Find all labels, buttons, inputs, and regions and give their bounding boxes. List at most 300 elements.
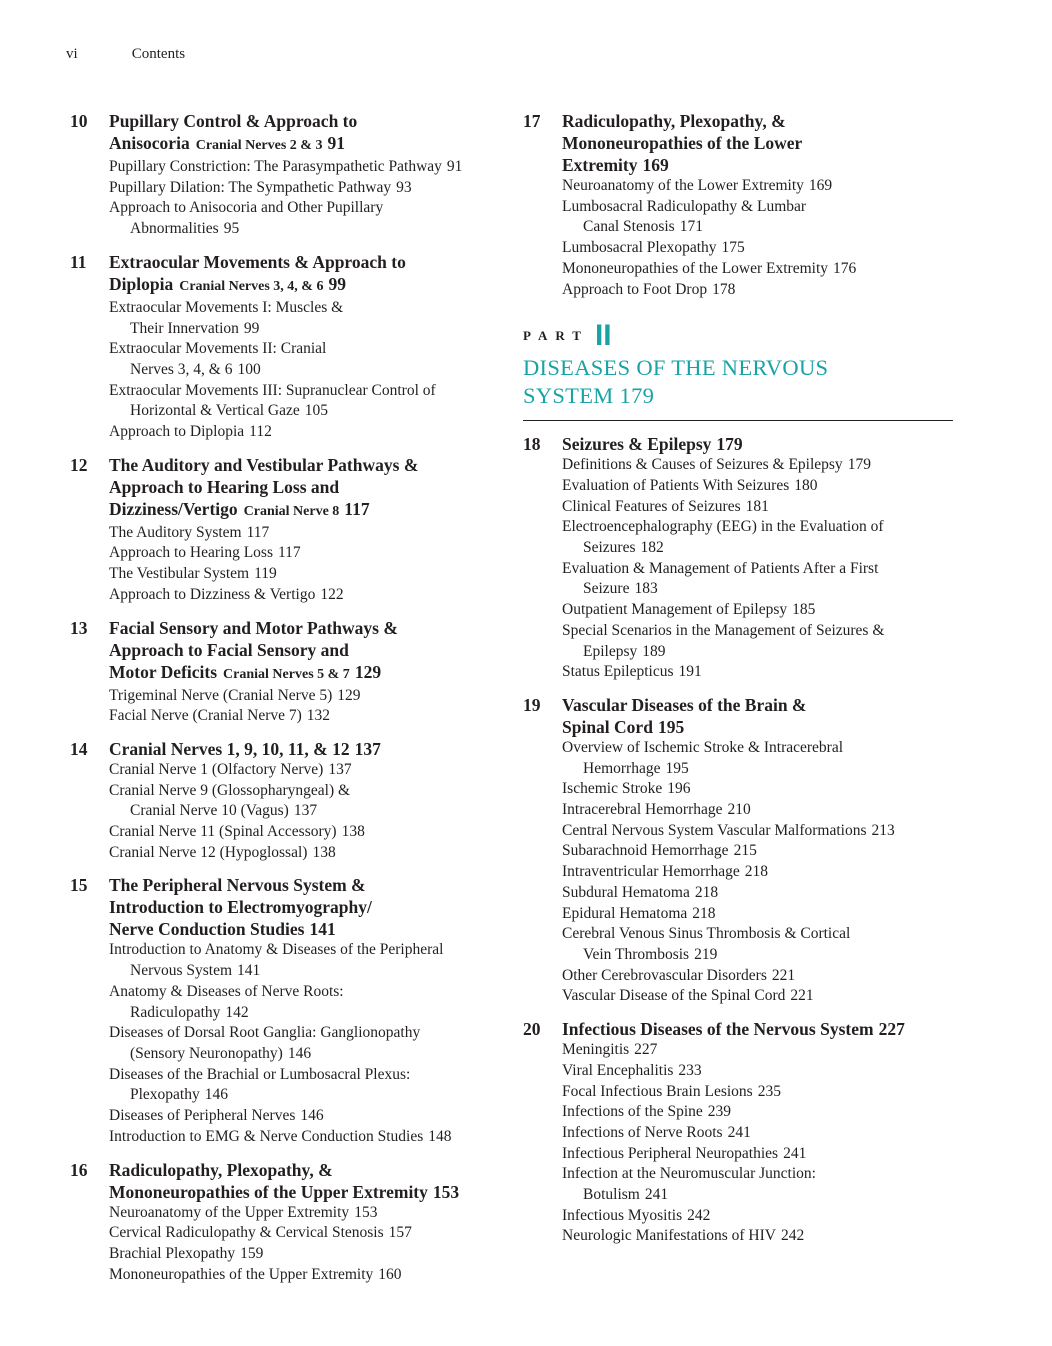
entry-title-line2: Nerves 3, 4, & 6	[130, 360, 233, 378]
entry-title-continued	[109, 1044, 500, 1065]
toc-entry[interactable]	[562, 600, 953, 621]
entry-page-number: 242	[780, 1227, 805, 1245]
chapter-title-line: Seizures & Epilepsy	[562, 434, 712, 455]
entry-title: Clinical Features of Seizures	[562, 497, 741, 515]
toc-entry[interactable]	[109, 822, 500, 843]
entry-page-number: 142	[225, 1003, 249, 1021]
chapter-body	[109, 874, 500, 1147]
chapter-title[interactable]	[109, 251, 500, 298]
entry-page-number: 141	[237, 962, 261, 980]
entry-page-number: 117	[246, 523, 270, 541]
chapter-body	[562, 433, 953, 683]
entry-title: Evaluation & Management of Patients After a First	[562, 559, 879, 577]
chapter-title-line: Spinal Cord	[562, 716, 653, 737]
entry-title-line2: Abnormalities	[130, 220, 219, 238]
entry-page-number: 105	[304, 402, 328, 420]
entry-page-number: 235	[757, 1082, 781, 1100]
entry-title: Evaluation of Patients With Seizures	[562, 476, 790, 494]
entry-title: Diseases of Dorsal Root Ganglia: Ganglionopathy	[109, 1024, 421, 1042]
entry-title-line2: Seizures	[583, 539, 636, 557]
entry-title: Approach to Hearing Loss	[109, 544, 273, 562]
entry-title: Trigeminal Nerve (Cranial Nerve 5)	[109, 686, 333, 704]
entry-title: Overview of Ischemic Stroke & Intracerebral	[562, 738, 844, 756]
chapter-title-line: Motor Deficits	[109, 661, 218, 682]
entry-page-number: 219	[694, 945, 718, 963]
entry-title-line2: (Sensory Neuronopathy)	[130, 1044, 283, 1062]
toc-entry[interactable]	[109, 1065, 500, 1106]
entry-title: Cervical Radiculopathy & Cervical Stenosis	[109, 1224, 384, 1242]
entry-page-number: 99	[243, 319, 260, 337]
entry-title: Introduction to Anatomy & Diseases of the Peripheral	[109, 941, 444, 959]
toc-entry[interactable]	[562, 259, 953, 280]
chapter-number: 20	[523, 1019, 541, 1040]
entry-title: Intracerebral Hemorrhage	[562, 801, 723, 819]
entry-title: Diseases of Peripheral Nerves	[109, 1107, 296, 1125]
entry-title: Status Epilepticus	[562, 663, 674, 681]
entry-page-number: 176	[833, 259, 857, 277]
entry-title-continued	[562, 538, 953, 559]
toc-entry[interactable]	[109, 1106, 500, 1127]
chapter-13[interactable]	[70, 617, 500, 727]
toc-entry[interactable]	[109, 1127, 500, 1148]
entry-page-number: 129	[337, 686, 361, 704]
chapter-title-line: Facial Sensory and Motor Pathways &	[109, 617, 398, 638]
entry-page-number: 191	[678, 663, 702, 681]
chapter-title[interactable]	[562, 110, 953, 176]
entry-page-number: 148	[428, 1127, 452, 1145]
toc-entry[interactable]	[109, 760, 500, 781]
entry-page-number: 221	[790, 987, 814, 1005]
chapter-page-number: 195	[657, 716, 685, 737]
toc-entry[interactable]	[562, 986, 953, 1007]
entry-title: Other Cerebrovascular Disorders	[562, 966, 767, 984]
chapter-subtitle: Cranial Nerve 8	[243, 503, 340, 519]
entry-title-continued	[109, 401, 500, 422]
chapter-body	[109, 1159, 500, 1286]
toc-entry[interactable]	[109, 381, 500, 422]
part-title[interactable]	[523, 354, 953, 410]
contents-right-column	[523, 110, 953, 1258]
entry-page-number: 146	[287, 1044, 312, 1062]
entry-title: Lumbosacral Plexopathy	[562, 239, 717, 257]
entry-title: The Auditory System	[109, 523, 242, 541]
chapter-number: 17	[523, 111, 541, 131]
toc-entry[interactable]	[109, 543, 500, 564]
chapter-body	[109, 251, 500, 443]
entry-page-number: 146	[300, 1107, 324, 1125]
toc-entry[interactable]	[109, 940, 500, 981]
chapter-page-number: 91	[327, 133, 345, 153]
entry-page-number: 137	[293, 802, 318, 820]
entry-title-continued	[109, 801, 500, 822]
entry-page-number: 122	[320, 585, 344, 603]
chapter-page-number: 99	[328, 273, 346, 294]
entry-title: Approach to Anisocoria and Other Pupillary	[109, 199, 384, 217]
entry-page-number: 132	[306, 707, 331, 725]
toc-entry[interactable]	[562, 1226, 953, 1247]
chapter-title-line: Vascular Diseases of the Brain &	[562, 694, 807, 715]
chapter-title[interactable]	[109, 738, 500, 760]
entry-page-number: 178	[712, 280, 736, 298]
chapter-body	[562, 110, 953, 300]
entry-page-number: 175	[721, 239, 745, 257]
toc-entry[interactable]	[562, 841, 953, 862]
entry-page-number: 185	[792, 601, 816, 619]
entry-page-number: 218	[694, 883, 719, 901]
toc-entry[interactable]	[109, 523, 500, 544]
entry-title: Pupillary Constriction: The Parasympathetic Pathway	[109, 158, 442, 175]
toc-entry[interactable]	[562, 559, 953, 600]
entry-title-line2: Their Innervation	[130, 319, 239, 337]
entry-title-line2: Seizure	[583, 580, 630, 598]
part-number: II	[594, 319, 612, 353]
entry-page-number: 195	[665, 759, 689, 777]
chapter-19[interactable]	[523, 694, 953, 1007]
chapter-title[interactable]	[109, 1159, 500, 1203]
entry-title: Introduction to EMG & Nerve Conduction Studies	[109, 1127, 424, 1145]
entry-title-line2: Horizontal & Vertical Gaze	[130, 402, 300, 420]
chapter-title-line: Cranial Nerves 1, 9, 10, 11, & 12	[109, 738, 350, 759]
toc-entry[interactable]	[109, 843, 500, 864]
entry-page-number: 218	[692, 904, 716, 922]
entry-title: Facial Nerve (Cranial Nerve 7)	[109, 707, 302, 725]
chapter-title-line: The Auditory and Vestibular Pathways &	[109, 454, 419, 475]
entry-title: Meningitis	[562, 1041, 630, 1059]
chapter-title-line: Mononeuropathies of the Upper Extremity	[109, 1181, 428, 1202]
toc-entry[interactable]	[562, 924, 953, 965]
entry-title: Electroencephalography (EEG) in the Evaluation of	[562, 518, 884, 536]
chapter-body	[109, 738, 500, 864]
entry-title-continued	[562, 1185, 953, 1206]
entry-page-number: 137	[328, 760, 352, 778]
entry-page-number: 95	[223, 220, 240, 238]
chapter-subtitle: Cranial Nerves 5 & 7	[223, 666, 350, 682]
entry-page-number: 241	[644, 1186, 669, 1204]
toc-entry[interactable]	[562, 966, 953, 987]
toc-entry[interactable]	[109, 982, 500, 1023]
entry-title: Anatomy & Diseases of Nerve Roots:	[109, 982, 344, 1000]
chapter-16[interactable]	[70, 1159, 500, 1286]
chapter-title-line: Pupillary Control & Approach to	[109, 111, 358, 131]
entry-page-number: 146	[204, 1086, 228, 1104]
chapter-page-number: 227	[878, 1019, 905, 1040]
entry-title-continued	[109, 961, 500, 982]
chapter-number: 10	[70, 111, 88, 131]
toc-entry[interactable]	[109, 585, 500, 606]
entry-title: Subdural Hematoma	[562, 883, 690, 901]
toc-entry[interactable]	[562, 862, 953, 883]
toc-entry[interactable]	[109, 1223, 500, 1244]
chapter-14[interactable]	[70, 738, 500, 864]
chapter-title-line: The Peripheral Nervous System &	[109, 875, 366, 896]
entry-page-number: 196	[667, 780, 691, 798]
entry-title: Subarachnoid Hemorrhage	[562, 842, 729, 860]
chapter-title-line: Approach to Hearing Loss and	[109, 476, 340, 497]
toc-entry[interactable]	[562, 883, 953, 904]
entry-title: Approach to Foot Drop	[562, 280, 708, 298]
entry-title-continued	[562, 217, 953, 238]
entry-page-number: 239	[707, 1103, 732, 1121]
entry-title: Vascular Disease of the Spinal Cord	[562, 987, 786, 1005]
chapter-title-line: Infectious Diseases of the Nervous System	[562, 1019, 874, 1040]
entry-title: Approach to Diplopia	[109, 423, 245, 441]
entry-title-line2: Plexopathy	[130, 1086, 200, 1104]
entry-page-number: 233	[678, 1061, 702, 1079]
entry-page-number: 91	[446, 158, 463, 175]
part-label: PART	[523, 328, 589, 344]
toc-entry[interactable]	[562, 821, 953, 842]
chapter-body	[562, 694, 953, 1007]
entry-title-line2: Hemorrhage	[583, 759, 661, 777]
chapter-page-number: 179	[716, 434, 743, 455]
entry-title: The Vestibular System	[109, 565, 250, 583]
entry-title: Cranial Nerve 9 (Glossopharyngeal) &	[109, 781, 351, 799]
entry-title: Definitions & Causes of Seizures & Epilepsy	[562, 456, 843, 474]
toc-entry[interactable]	[109, 1203, 500, 1224]
entry-title-line2: Epilepsy	[583, 642, 638, 660]
chapter-title-line: Extraocular Movements & Approach to	[109, 251, 406, 272]
chapter-title-line: Diplopia	[109, 273, 174, 294]
entry-page-number: 189	[642, 642, 666, 660]
chapter-title-line: Extremity	[562, 155, 638, 175]
chapter-title[interactable]	[109, 617, 500, 686]
chapter-page-number: 141	[309, 919, 336, 940]
entry-title-line2: Cranial Nerve 10 (Vagus)	[130, 802, 289, 820]
toc-entry[interactable]	[562, 1040, 953, 1061]
chapter-page-number: 117	[344, 498, 370, 519]
entry-page-number: 100	[237, 360, 261, 378]
entry-title: Neurologic Manifestations of HIV	[562, 1227, 776, 1245]
entry-page-number: 242	[687, 1206, 711, 1224]
toc-entry[interactable]	[562, 197, 953, 238]
chapter-body	[109, 617, 500, 727]
toc-entry[interactable]	[562, 497, 953, 518]
entry-title: Mononeuropathies of the Lower Extremity	[562, 259, 829, 277]
chapter-17[interactable]	[523, 110, 953, 300]
toc-entry[interactable]	[562, 1164, 953, 1205]
entry-title: Cranial Nerve 12 (Hypoglossal)	[109, 843, 308, 861]
entry-title: Epidural Hematoma	[562, 904, 688, 922]
toc-entry[interactable]	[109, 1265, 500, 1286]
part-page-number: 179	[619, 383, 655, 409]
toc-entry[interactable]	[109, 1023, 500, 1064]
entry-page-number: 241	[783, 1144, 807, 1162]
chapter-12[interactable]	[70, 454, 500, 606]
entry-page-number: 180	[794, 476, 818, 494]
entry-page-number: 183	[634, 580, 658, 598]
entry-page-number: 179	[847, 456, 871, 474]
toc-entry[interactable]	[562, 176, 953, 197]
chapter-number: 16	[70, 1159, 88, 1180]
chapter-18[interactable]	[523, 433, 953, 683]
entry-title: Cranial Nerve 1 (Olfactory Nerve)	[109, 760, 324, 778]
chapter-title[interactable]	[109, 110, 500, 157]
entry-title-continued	[562, 579, 953, 600]
chapter-title-line: Anisocoria	[109, 133, 190, 153]
entry-page-number: 117	[278, 544, 301, 562]
chapter-number: 15	[70, 875, 88, 896]
entry-title-continued	[109, 1003, 500, 1024]
entry-page-number: 221	[771, 966, 796, 984]
entry-title: Approach to Dizziness & Vertigo	[109, 585, 316, 603]
chapter-number: 11	[70, 251, 87, 272]
entry-title: Infectious Peripheral Neuropathies	[562, 1144, 779, 1162]
entry-title: Neuroanatomy of the Lower Extremity	[562, 177, 804, 194]
chapter-title[interactable]	[109, 874, 500, 940]
toc-entry[interactable]	[109, 1244, 500, 1265]
toc-entry[interactable]	[562, 904, 953, 925]
entry-title: Viral Encephalitis	[562, 1061, 674, 1079]
chapter-11[interactable]	[70, 251, 500, 443]
toc-entry[interactable]	[109, 339, 500, 380]
chapter-subtitle: Cranial Nerves 3, 4, & 6	[179, 278, 324, 294]
toc-entry[interactable]	[109, 706, 500, 727]
toc-entry[interactable]	[109, 686, 500, 707]
running-head	[66, 46, 185, 63]
toc-entry[interactable]	[109, 198, 500, 239]
entry-title-line2: Canal Stenosis	[583, 218, 675, 236]
running-title: Contents	[131, 46, 186, 62]
toc-entry[interactable]	[562, 476, 953, 497]
entry-page-number: 153	[354, 1203, 378, 1221]
chapter-title-line: Mononeuropathies of the Lower	[562, 133, 803, 153]
entry-title: Extraocular Movements I: Muscles &	[109, 298, 344, 316]
entry-title: Infection at the Neuromuscular Junction:	[562, 1165, 816, 1183]
toc-entry[interactable]	[562, 1144, 953, 1165]
entry-title: Infectious Myositis	[562, 1206, 683, 1224]
toc-entry[interactable]	[109, 564, 500, 585]
chapter-number: 14	[70, 738, 88, 759]
chapter-page-number: 129	[354, 661, 382, 682]
entry-title: Brachial Plexopathy	[109, 1244, 236, 1262]
entry-title-continued	[109, 360, 500, 381]
part-title-line: SYSTEM	[523, 383, 614, 409]
entry-title: Cranial Nerve 11 (Spinal Accessory)	[109, 823, 337, 841]
entry-page-number: 159	[240, 1244, 264, 1262]
chapter-number: 18	[523, 434, 541, 455]
chapter-body	[109, 110, 500, 240]
entry-title: Infections of the Spine	[562, 1103, 703, 1121]
chapter-number: 19	[523, 694, 541, 715]
entry-title-line2: Radiculopathy	[130, 1003, 221, 1021]
chapter-page-number: 153	[432, 1181, 460, 1202]
part-title-line: DISEASES OF THE NERVOUS	[523, 355, 829, 381]
chapter-title-line: Dizziness/Vertigo	[109, 498, 238, 519]
toc-entry[interactable]	[562, 1123, 953, 1144]
toc-entry[interactable]	[562, 1061, 953, 1082]
toc-entry[interactable]	[562, 1082, 953, 1103]
page-number: vi	[66, 46, 78, 62]
chapter-title-line: Radiculopathy, Plexopathy, &	[562, 111, 786, 131]
entry-title: Focal Infectious Brain Lesions	[562, 1082, 753, 1100]
entry-title-line2: Botulism	[583, 1186, 640, 1204]
entry-title: Intraventricular Hemorrhage	[562, 863, 740, 881]
chapter-title[interactable]	[109, 454, 500, 523]
chapter-15[interactable]	[70, 874, 500, 1147]
part-heading	[523, 319, 953, 421]
entry-title: Extraocular Movements II: Cranial	[109, 340, 327, 358]
chapter-number: 13	[70, 617, 88, 638]
entry-title: Mononeuropathies of the Upper Extremity	[109, 1265, 374, 1283]
entry-title-continued	[562, 759, 953, 780]
entry-page-number: 227	[634, 1041, 658, 1059]
entry-title: Cerebral Venous Sinus Thrombosis & Cortical	[562, 925, 851, 943]
toc-entry[interactable]	[109, 298, 500, 339]
chapter-subtitle: Cranial Nerves 2 & 3	[195, 138, 323, 153]
toc-entry[interactable]	[562, 621, 953, 662]
entry-title-continued	[109, 219, 500, 240]
entry-page-number: 182	[640, 539, 664, 557]
entry-page-number: 157	[388, 1224, 412, 1242]
chapter-page-number: 137	[354, 738, 381, 759]
toc-entry[interactable]	[562, 238, 953, 259]
entry-page-number: 160	[378, 1265, 402, 1283]
entry-title: Extraocular Movements III: Supranuclear Control of	[109, 381, 436, 399]
entry-title-continued	[562, 642, 953, 663]
chapter-title[interactable]	[562, 1018, 953, 1040]
chapter-title[interactable]	[562, 694, 953, 738]
entry-page-number: 215	[733, 842, 757, 860]
toc-entry[interactable]	[562, 800, 953, 821]
entry-title-line2: Vein Thrombosis	[583, 945, 690, 963]
toc-entry[interactable]	[562, 455, 953, 476]
entry-title: Ischemic Stroke	[562, 780, 663, 798]
chapter-body	[109, 454, 500, 606]
contents-left-column	[70, 110, 500, 1296]
entry-title: Neuroanatomy of the Upper Extremity	[109, 1203, 350, 1221]
chapter-number: 12	[70, 454, 88, 475]
chapter-page-number: 169	[642, 155, 669, 175]
entry-page-number: 171	[679, 218, 703, 236]
toc-entry[interactable]	[562, 738, 953, 779]
chapter-body	[562, 1018, 953, 1247]
entry-title: Lumbosacral Radiculopathy & Lumbar	[562, 197, 807, 215]
entry-title-line2: Nervous System	[130, 962, 233, 980]
entry-page-number: 181	[745, 497, 769, 515]
entry-page-number: 119	[254, 565, 277, 583]
chapter-title-line: Approach to Facial Sensory and	[109, 639, 349, 660]
entry-page-number: 210	[727, 801, 751, 819]
entry-title-continued	[562, 945, 953, 966]
entry-page-number: 241	[727, 1123, 751, 1141]
entry-title-continued	[109, 319, 500, 340]
entry-title: Special Scenarios in the Management of Seizures &	[562, 621, 885, 639]
toc-entry[interactable]	[562, 779, 953, 800]
toc-entry[interactable]	[109, 422, 500, 443]
toc-entry[interactable]	[562, 517, 953, 558]
chapter-title-line: Radiculopathy, Plexopathy, &	[109, 1159, 333, 1180]
toc-entry[interactable]	[562, 1102, 953, 1123]
toc-entry[interactable]	[562, 280, 953, 301]
chapter-20[interactable]	[523, 1018, 953, 1247]
chapter-title-line: Introduction to Electromyography/	[109, 897, 372, 918]
entry-page-number: 138	[341, 823, 365, 841]
chapter-title[interactable]	[562, 433, 953, 455]
toc-entry[interactable]	[109, 178, 500, 199]
entry-page-number: 112	[249, 423, 272, 441]
chapter-10[interactable]	[70, 110, 500, 240]
entry-page-number: 138	[312, 843, 336, 861]
entry-title: Diseases of the Brachial or Lumbosacral Plexus:	[109, 1065, 411, 1083]
toc-entry[interactable]	[109, 781, 500, 822]
entry-title: Outpatient Management of Epilepsy	[562, 601, 788, 619]
toc-entry[interactable]	[109, 157, 500, 178]
toc-entry[interactable]	[562, 662, 953, 683]
entry-page-number: 169	[808, 177, 833, 194]
entry-title: Pupillary Dilation: The Sympathetic Pathway	[109, 178, 392, 196]
entry-page-number: 93	[396, 178, 412, 196]
toc-entry[interactable]	[562, 1206, 953, 1227]
